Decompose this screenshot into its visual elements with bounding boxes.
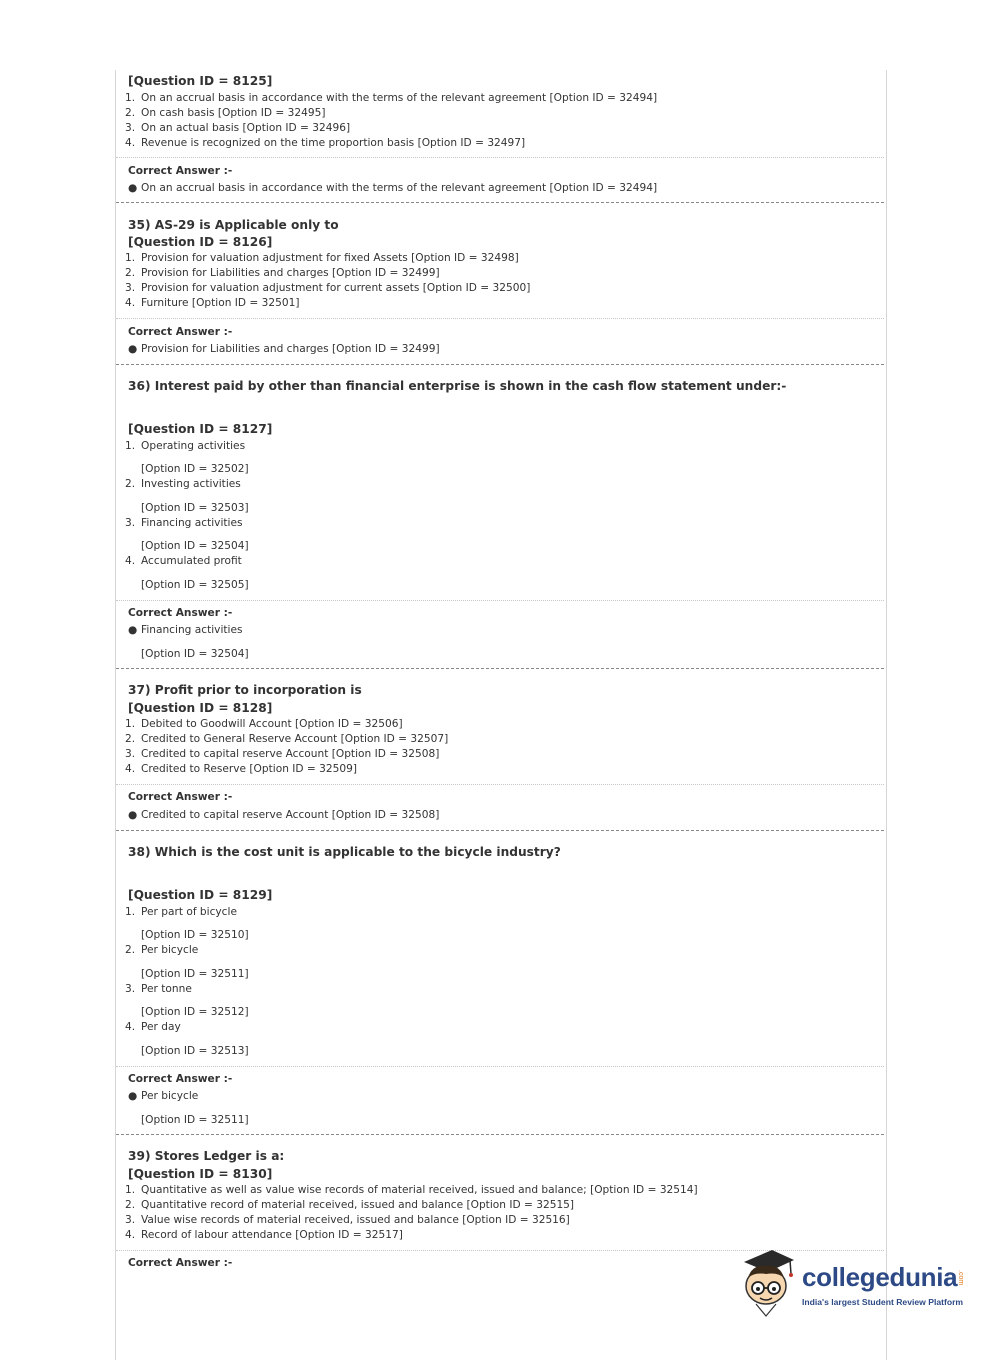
divider bbox=[116, 1066, 884, 1067]
option-1: 1. Provision for valuation adjustment for fixed Assets [Option ID = 32498] bbox=[125, 252, 519, 264]
brand-name: collegedunia bbox=[802, 1262, 958, 1292]
option-1: 1. Debited to Goodwill Account [Option ID = 32506] bbox=[125, 718, 403, 730]
divider bbox=[116, 318, 884, 319]
correct-answer: ● Per bicycle bbox=[128, 1090, 199, 1102]
collegedunia-logo bbox=[738, 1248, 968, 1320]
question-id: [Question ID = 8129] bbox=[128, 888, 273, 902]
option-1-id: [Option ID = 32510] bbox=[141, 929, 249, 941]
option-1: 1. Per part of bicycle bbox=[125, 906, 237, 918]
option-1: 1. Quantitative as well as value wise records of material received, issued and balance; [Option ID = 32514] bbox=[125, 1184, 698, 1196]
correct-answer-label: Correct Answer :- bbox=[128, 607, 233, 619]
option-3: 3. On an actual basis [Option ID = 32496] bbox=[125, 122, 351, 134]
option-3-id: [Option ID = 32504] bbox=[141, 540, 249, 552]
correct-answer-label: Correct Answer :- bbox=[128, 165, 233, 177]
question-id: [Question ID = 8130] bbox=[128, 1167, 273, 1181]
correct-answer: ● Credited to capital reserve Account [Option ID = 32508] bbox=[128, 809, 440, 821]
question-separator bbox=[116, 202, 884, 203]
question-text: 38) Which is the cost unit is applicable to the bicycle industry? bbox=[128, 845, 561, 859]
question-id: [Question ID = 8128] bbox=[128, 701, 273, 715]
mascot-icon bbox=[738, 1248, 800, 1320]
brand-domain: .com bbox=[957, 1270, 964, 1286]
question-text: 37) Profit prior to incorporation is bbox=[128, 683, 362, 697]
option-3: 3. Per tonne bbox=[125, 983, 192, 995]
option-1-id: [Option ID = 32502] bbox=[141, 463, 249, 475]
correct-answer-label: Correct Answer :- bbox=[128, 791, 233, 803]
correct-answer-label: Correct Answer :- bbox=[128, 1257, 233, 1269]
question-id: [Question ID = 8126] bbox=[128, 235, 273, 249]
divider bbox=[116, 600, 884, 601]
question-text: 35) AS-29 is Applicable only to bbox=[128, 218, 339, 232]
option-1: 1. On an accrual basis in accordance with the terms of the relevant agreement [Option ID = 32494] bbox=[125, 92, 658, 104]
option-3-id: [Option ID = 32512] bbox=[141, 1006, 249, 1018]
correct-answer-id: [Option ID = 32504] bbox=[141, 648, 249, 660]
option-2-id: [Option ID = 32503] bbox=[141, 502, 249, 514]
question-block-37 bbox=[116, 672, 884, 834]
option-2: 2. Investing activities bbox=[125, 478, 241, 490]
divider bbox=[116, 784, 884, 785]
option-2: 2. Credited to General Reserve Account [Option ID = 32507] bbox=[125, 733, 449, 745]
correct-answer-label: Correct Answer :- bbox=[128, 1073, 233, 1085]
option-3: 3. Value wise records of material received, issued and balance [Option ID = 32516] bbox=[125, 1214, 570, 1226]
option-2: 2. On cash basis [Option ID = 32495] bbox=[125, 107, 326, 119]
question-block-35 bbox=[116, 206, 884, 368]
question-id: [Question ID = 8125] bbox=[128, 74, 273, 88]
question-text: 36) Interest paid by other than financial enterprise is shown in the cash flow statement under:- bbox=[128, 379, 787, 393]
option-2-id: [Option ID = 32511] bbox=[141, 968, 249, 980]
question-block-34 bbox=[116, 70, 884, 206]
option-4: 4. Record of labour attendance [Option ID = 32517] bbox=[125, 1229, 403, 1241]
question-separator bbox=[116, 364, 884, 365]
correct-answer-id: [Option ID = 32511] bbox=[141, 1114, 249, 1126]
question-text: 39) Stores Ledger is a: bbox=[128, 1149, 285, 1163]
question-block-38 bbox=[116, 834, 884, 1138]
correct-answer: ● Provision for Liabilities and charges [Option ID = 32499] bbox=[128, 343, 440, 355]
divider bbox=[116, 157, 884, 158]
option-4-id: [Option ID = 32505] bbox=[141, 579, 249, 591]
question-separator bbox=[116, 668, 884, 669]
option-4-id: [Option ID = 32513] bbox=[141, 1045, 249, 1057]
correct-answer: ● On an accrual basis in accordance with the terms of the relevant agreement [Option ID = 32494] bbox=[128, 182, 658, 194]
question-separator bbox=[116, 830, 884, 831]
option-2: 2. Provision for Liabilities and charges [Option ID = 32499] bbox=[125, 267, 440, 279]
option-4: 4. Accumulated profit bbox=[125, 555, 242, 567]
option-4: 4. Furniture [Option ID = 32501] bbox=[125, 297, 300, 309]
option-4: 4. Credited to Reserve [Option ID = 32509] bbox=[125, 763, 358, 775]
option-3: 3. Credited to capital reserve Account [Option ID = 32508] bbox=[125, 748, 440, 760]
question-separator bbox=[116, 1134, 884, 1135]
option-2: 2. Quantitative record of material received, issued and balance [Option ID = 32515] bbox=[125, 1199, 575, 1211]
option-4: 4. Per day bbox=[125, 1021, 181, 1033]
option-2: 2. Per bicycle bbox=[125, 944, 199, 956]
option-3: 3. Provision for valuation adjustment for current assets [Option ID = 32500] bbox=[125, 282, 531, 294]
question-id: [Question ID = 8127] bbox=[128, 422, 273, 436]
option-3: 3. Financing activities bbox=[125, 517, 243, 529]
correct-answer-label: Correct Answer :- bbox=[128, 326, 233, 338]
brand-tagline: India's largest Student Review Platform bbox=[802, 1297, 964, 1307]
question-block-36 bbox=[116, 368, 884, 672]
option-1: 1. Operating activities bbox=[125, 440, 246, 452]
correct-answer: ● Financing activities bbox=[128, 624, 243, 636]
option-4: 4. Revenue is recognized on the time proportion basis [Option ID = 32497] bbox=[125, 137, 526, 149]
